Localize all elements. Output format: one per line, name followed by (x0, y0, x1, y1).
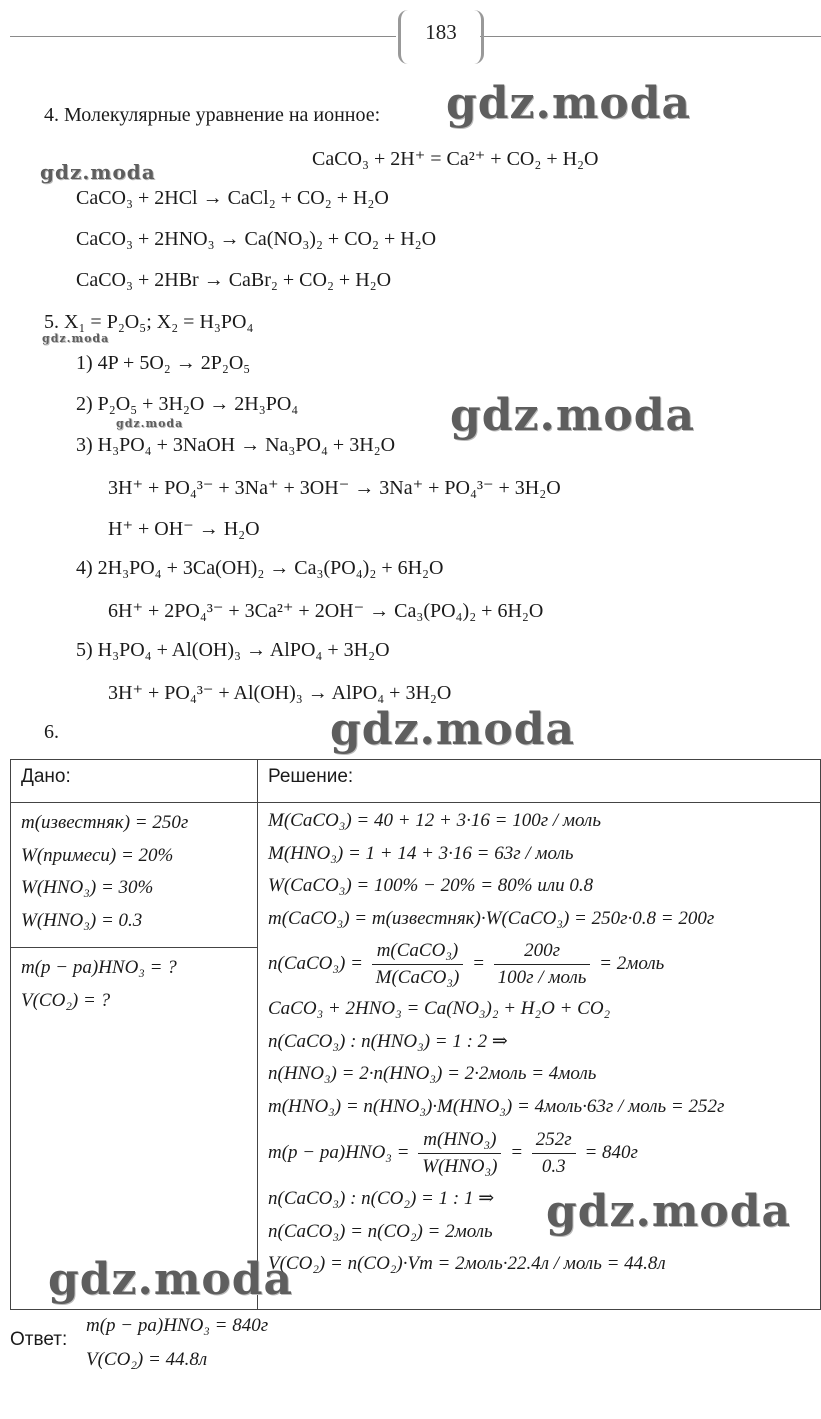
watermark: gdz.moda (116, 417, 184, 430)
watermark: gdz.moda (446, 78, 692, 129)
answer-label: Ответ: (10, 1329, 68, 1350)
watermark: gdz.moda (330, 704, 576, 755)
watermark: gdz.moda (40, 160, 156, 184)
fraction-numerator: m(HNO₃) (418, 1127, 501, 1154)
answer-line-2: V(CO₂) = 44.8л (86, 1349, 208, 1370)
task5-step-3-ionic-short: H⁺ + OH⁻ → H₂O (108, 518, 260, 540)
task5-step-3-ionic-full: 3H⁺ + PO₄³⁻ + 3Na⁺ + 3OH⁻ → 3Na⁺ + PO₄³⁻ + 3H₂O (108, 477, 561, 499)
task5-step-5: 5) H₃PO₄ + Al(OH)₃ → AlPO₄ + 3H₂O (76, 639, 390, 661)
fraction-denominator: 0.3 (541, 1156, 566, 1178)
task5-step-5-ionic: 3H⁺ + PO₄³⁻ + Al(OH)₃ → AlPO₄ + 3H₂O (108, 682, 452, 704)
watermark: gdz.moda (42, 332, 110, 345)
solution-line: n(HNO₃) = 2·n(HNO₃) = 2·2моль = 4моль (268, 1063, 597, 1084)
solution-line: V(CO₂) = n(CO₂)·Vm = 2моль·22.4л / моль = 44.8л (268, 1253, 666, 1274)
fraction-denominator: 100г / моль (497, 967, 587, 989)
given-item: W(HNO₃) = 0.3 (21, 909, 143, 931)
task4-equation-1: CaCO₃ + 2HCl → CaCl₂ + CO₂ + H₂O (76, 187, 389, 209)
given-item: m(известняк) = 250г (21, 812, 189, 833)
solution-line: n(CaCO₃) : n(HNO₃) = 1 : 2 ⇒ (268, 1030, 508, 1052)
watermark: gdz.moda (450, 390, 696, 441)
task4-equation-2: CaCO₃ + 2HNO₃ → Ca(NO₃)₂ + CO₂ + H₂O (76, 228, 437, 250)
given-label: Дано: (21, 766, 71, 787)
task5-step-4-ionic: 6H⁺ + 2PO₄³⁻ + 3Ca²⁺ + 2OH⁻ → Ca₃(PO₄)₂ + 6H₂O (108, 600, 544, 622)
watermark: gdz.moda (546, 1186, 792, 1237)
answer-line-1: m(p − pa)HNO₃ = 840г (86, 1315, 269, 1336)
solution-line: W(CaCO₃) = 100% − 20% = 80% или 0.8 (268, 875, 594, 896)
given-item: W(примеси) = 20% (21, 844, 174, 866)
fraction-denominator: W(HNO₃) (422, 1156, 498, 1178)
task5-step-1: 1) 4P + 5O₂ → 2P₂O₅ (76, 352, 251, 374)
frac-equals: = (472, 953, 485, 974)
header-rule-left (10, 36, 396, 37)
find-item: m(p − pa)HNO₃ = ? (21, 957, 177, 978)
frac-result: = 2моль (599, 953, 665, 974)
frac-result: = 840г (584, 1142, 638, 1163)
fraction-numerator: 200г (494, 938, 591, 965)
task4-equation-3: CaCO₃ + 2HBr → CaBr₂ + CO₂ + H₂O (76, 269, 392, 291)
solution-label: Решение: (268, 766, 354, 787)
solution-header-cell (258, 760, 821, 803)
task5-header: 5. X₁ = P₂O₅; X₂ = H₃PO₄ (44, 311, 254, 333)
fraction-numerator: 252г (532, 1127, 576, 1154)
solution-fraction-line (258, 1123, 820, 1183)
solution-line: M(CaCO₃) = 40 + 12 + 3·16 = 100г / моль (268, 810, 601, 831)
solution-line: m(CaCO₃) = m(известняк)·W(CaCO₃) = 250г·0.8 = 200г (268, 907, 715, 929)
page-number: 183 (398, 10, 484, 64)
header-rule-right (480, 36, 821, 37)
task5-step-3: 3) H₃PO₄ + 3NaOH → Na₃PO₄ + 3H₂O (76, 434, 396, 456)
fraction-numerator: m(CaCO₃) (372, 938, 464, 965)
find-list (11, 948, 257, 1017)
frac-left: n(CaCO₃) = (268, 953, 363, 974)
task4-ionic-equation: CaCO₃ + 2H⁺ = Ca²⁺ + CO₂ + H₂O (312, 148, 599, 170)
watermark: gdz.moda (48, 1254, 294, 1305)
find-item: V(CO₂) = ? (21, 989, 111, 1011)
given-list (11, 803, 257, 948)
given-item: W(HNO₃) = 30% (21, 877, 154, 898)
solution-fraction-line (258, 935, 820, 993)
task6-number: 6. (44, 721, 59, 743)
task5-step-2: 2) P₂O₅ + 3H₂O → 2H₃PO₄ (76, 393, 299, 415)
fraction (532, 1127, 576, 1180)
given-header-cell (11, 760, 258, 803)
fraction-denominator: M(CaCO₃) (375, 967, 460, 989)
fraction (418, 1127, 501, 1180)
solution-line: n(CaCO₃) = n(CO₂) = 2моль (268, 1220, 493, 1242)
fraction (372, 938, 464, 991)
solution-line: M(HNO₃) = 1 + 14 + 3·16 = 63г / моль (268, 842, 574, 864)
task5-step-4: 4) 2H₃PO₄ + 3Ca(OH)₂ → Ca₃(PO₄)₂ + 6H₂O (76, 557, 444, 579)
task4-header: 4. Молекулярные уравнение на ионное: (44, 104, 381, 126)
frac-equals: = (510, 1142, 524, 1163)
solution-line: m(HNO₃) = n(HNO₃)·M(HNO₃) = 4моль·63г / моль = 252г (268, 1095, 725, 1117)
solution-line: n(CaCO₃) : n(CO₂) = 1 : 1 ⇒ (268, 1188, 495, 1209)
solution-line: CaCO₃ + 2HNO₃ = Ca(NO₃)₂ + H₂O + CO₂ (268, 998, 611, 1019)
given-column (11, 803, 258, 1310)
fraction (494, 938, 591, 991)
frac-left: m(p − pa)HNO₃ = (268, 1142, 410, 1163)
